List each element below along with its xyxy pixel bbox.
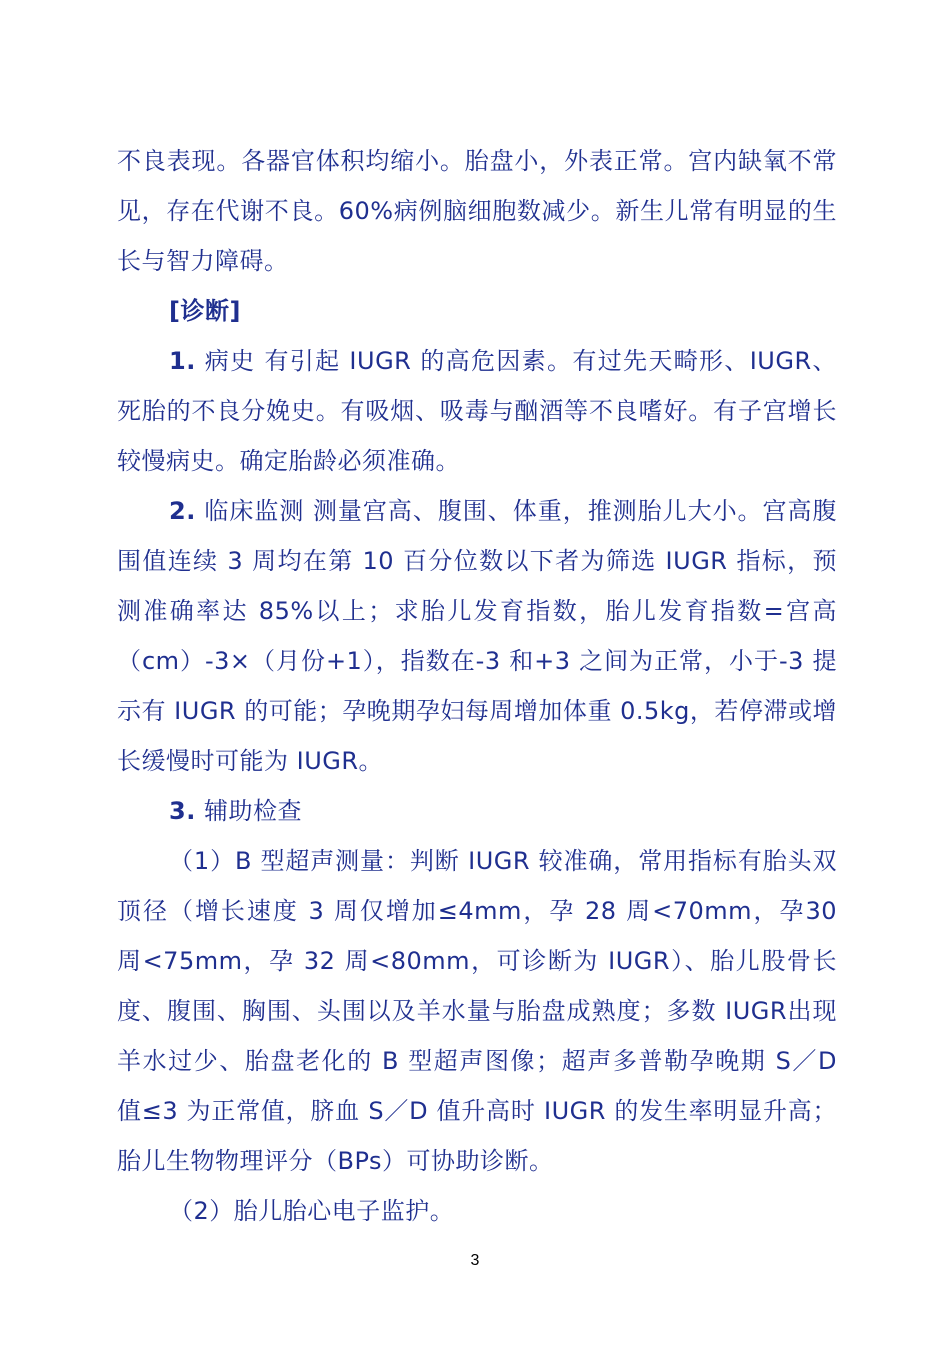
body-text [117, 136, 837, 1236]
item-number-2: 2. [169, 497, 196, 525]
item-number-3: 3. [169, 797, 196, 825]
paragraph-auxiliary-exam-text: 辅助检查 [195, 797, 302, 825]
paragraph-clinical-monitoring-text: 临床监测 测量宫高、腹围、体重，推测胎儿大小。宫高腹围值连续 3 周均在第 10 百分位数以下者为筛选 IUGR 指标，预测准确率达 85%以上；求胎儿发育指数，胎儿发育指数=宫高（cm）-3×（月份+1），指数在-3 和+3 之间为正常，小于-3 提示有 IUGR 的可能；孕晚期孕妇每周增加体重 0.5kg，若停滞或增长缓慢时可能为 IUGR。 [117, 497, 837, 775]
section-heading-diagnosis: [诊断] [169, 297, 241, 325]
paragraph-ultrasound: （1）B 型超声测量：判断 IUGR 较准确，常用指标有胎头双顶径（增长速度 3 周仅增加≤4mm，孕 28 周<70mm，孕30 周<75mm，孕 32 周<80mm，可诊断为 IUGR）、胎儿股骨长度、腹围、胸围、头围以及羊水量与胎盘成熟度；多数 IUGR出现羊水过少、胎盘老化的 B 型超声图像；超声多普勒孕晚期 S／D 值≤3 为正常值，脐血 S／D 值升高时 IUGR 的发生率明显升高；胎儿生物物理评分（BPs）可协助诊断。 [117, 847, 837, 1175]
paragraph-fetal-monitoring: （2）胎儿胎心电子监护。 [169, 1197, 455, 1225]
paragraph-history [117, 336, 837, 486]
paragraph-clinical-monitoring [117, 486, 837, 786]
paragraph-intro: 不良表现。各器官体积均缩小。胎盘小，外表正常。宫内缺氧不常见，存在代谢不良。60%病例脑细胞数减少。新生儿常有明显的生长与智力障碍。 [117, 147, 837, 275]
paragraph-auxiliary-exam [117, 786, 837, 836]
page-number: 3 [470, 1252, 480, 1269]
item-number-1: 1. [169, 347, 196, 375]
paragraph-history-text: 病史 有引起 IUGR 的高危因素。有过先天畸形、IUGR、死胎的不良分娩史。有吸烟、吸毒与酗酒等不良嗜好。有子宫增长较慢病史。确定胎龄必须准确。 [117, 347, 837, 475]
